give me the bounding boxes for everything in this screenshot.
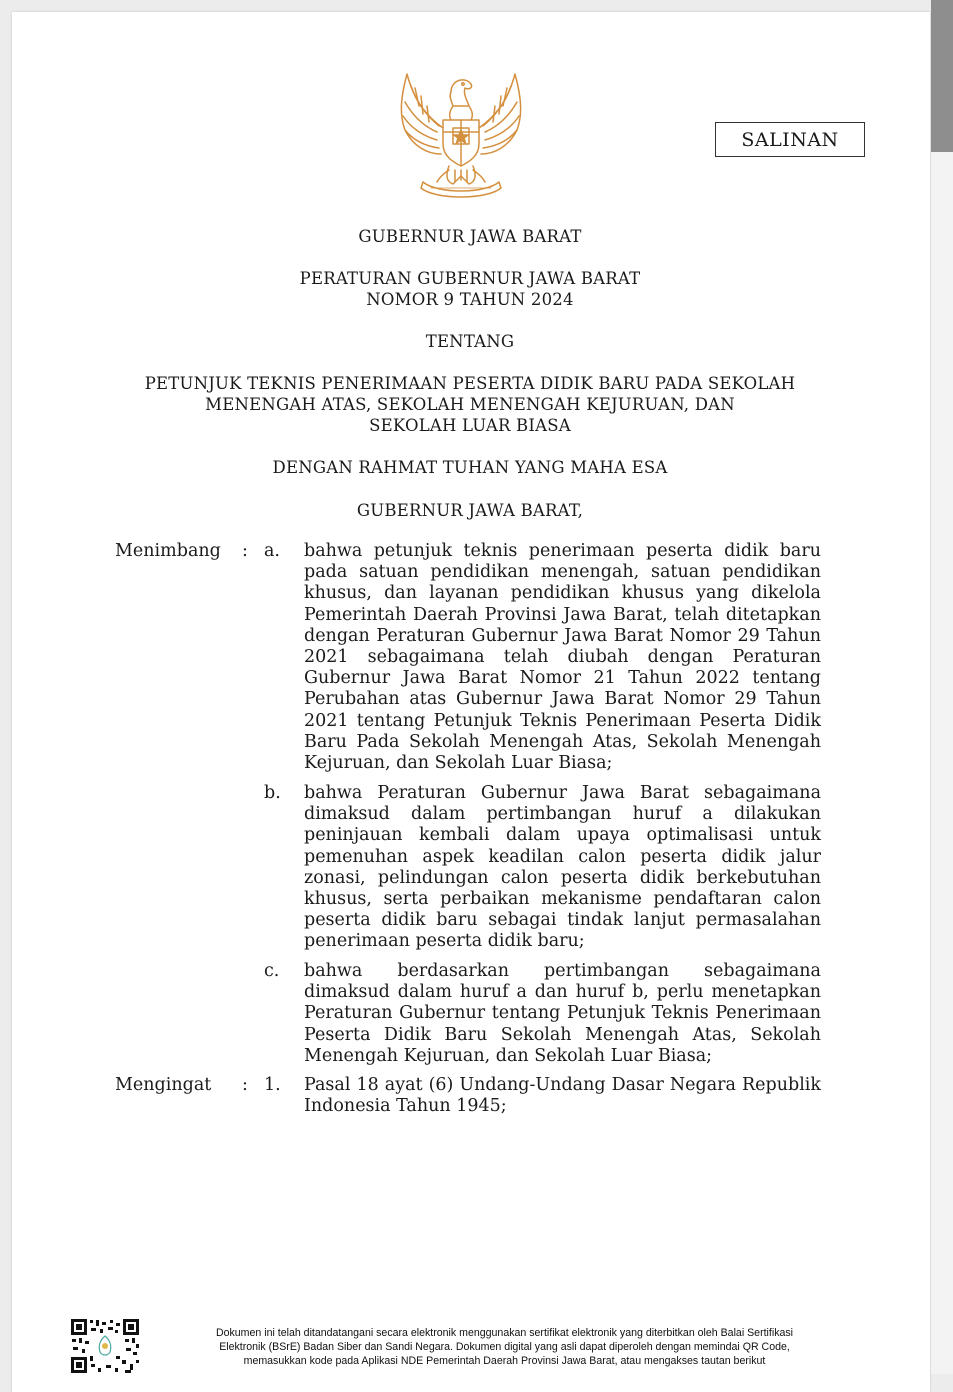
mengingat-label: Mengingat [115,1075,212,1095]
menimbang-item-b-text: bahwa Peraturan Gubernur Jawa Barat sebagaimana dimaksud dalam pertimbangan huruf a dilakukan peninjauan kembali dalam upaya optimalisasi untuk pemenuhan aspek keadilan calon peserta didik jalur zonasi, pelindungan calon peserta didik berkebutuhan khusus, serta perbaikan mekanisme pendaftaran calon peserta didik baru sebagai tindak lanjut permasalahan penerimaan peserta didik baru; [304,783,821,952]
e-signature-notice-line-3: memasukkan kode pada Aplikasi NDE Pemerintah Daerah Provinsi Jawa Barat, atau mengakses tautan berikut [243,1355,766,1367]
menimbang-item-c-mark: c. [264,961,280,981]
office-heading: GUBERNUR JAWA BARAT [358,227,582,246]
subject-line-3: SEKOLAH LUAR BIASA [369,416,571,435]
qr-code-icon[interactable] [70,1318,140,1374]
e-signature-notice [158,1326,851,1368]
regulation-number: NOMOR 9 TAHUN 2024 [366,290,574,309]
about-heading: TENTANG [425,332,515,351]
blessing-line: DENGAN RAHMAT TUHAN YANG MAHA ESA [272,458,668,477]
salinan-stamp: SALINAN [715,122,865,157]
menimbang-item-a-mark: a. [264,541,280,561]
e-signature-notice-line-1: Dokumen ini telah ditandatangani secara elektronik menggunakan sertifikat elektronik yang diterbitkan oleh Balai Sertifikasi [215,1327,794,1339]
mengingat-item-1-mark: 1. [264,1075,281,1095]
signatory-heading: GUBERNUR JAWA BARAT, [356,501,584,520]
menimbang-item-c-text: bahwa berdasarkan pertimbangan sebagaimana dimaksud dalam huruf a dan huruf b, perlu menetapkan Peraturan Gubernur tentang Petunjuk Teknis Penerimaan Peserta Didik Baru Sekolah Menengah Atas, Sekolah Menengah Kejuruan, dan Sekolah Luar Biasa; [304,961,821,1066]
scrollbar-thumb[interactable] [931,0,953,152]
regulation-title: PERATURAN GUBERNUR JAWA BARAT [299,269,641,288]
menimbang-colon: : [242,541,248,561]
menimbang-item-b-mark: b. [264,783,281,803]
mengingat-item-1-text: Pasal 18 ayat (6) Undang-Undang Dasar Negara Republik Indonesia Tahun 1945; [304,1075,821,1117]
scrollbar-track[interactable] [931,0,953,1374]
subject-line-1: PETUNJUK TEKNIS PENERIMAAN PESERTA DIDIK BARU PADA SEKOLAH [144,374,796,393]
e-signature-notice-line-2: Elektronik (BSrE) Badan Siber dan Sandi Negara. Dokumen digital yang asli dapat diperoleh dengan memindai QR Code, [219,1341,790,1353]
mengingat-colon: : [242,1075,248,1095]
subject-line-2: MENENGAH ATAS, SEKOLAH MENENGAH KEJURUAN, DAN [205,395,735,414]
garuda-emblem-icon [393,66,529,204]
menimbang-item-a-text: bahwa petunjuk teknis penerimaan peserta didik baru pada satuan pendidikan menengah, satuan pendidikan khusus, dan layanan pendidikan khusus yang dikelola Pemerintah Daerah Provinsi Jawa Barat, telah ditetapkan dengan Peraturan Gubernur Jawa Barat Nomor 29 Tahun 2021 sebagaimana telah diubah dengan Peraturan Gubernur Jawa Barat Nomor 21 Tahun 2022 tentang Perubahan atas Gubernur Jawa Barat Nomor 29 Tahun 2021 tentang Petunjuk Teknis Penerimaan Peserta Didik Baru Pada Sekolah Menengah Atas, Sekolah Menengah Kejuruan, dan Sekolah Luar Biasa; [304,541,821,774]
menimbang-label: Menimbang [115,541,221,561]
